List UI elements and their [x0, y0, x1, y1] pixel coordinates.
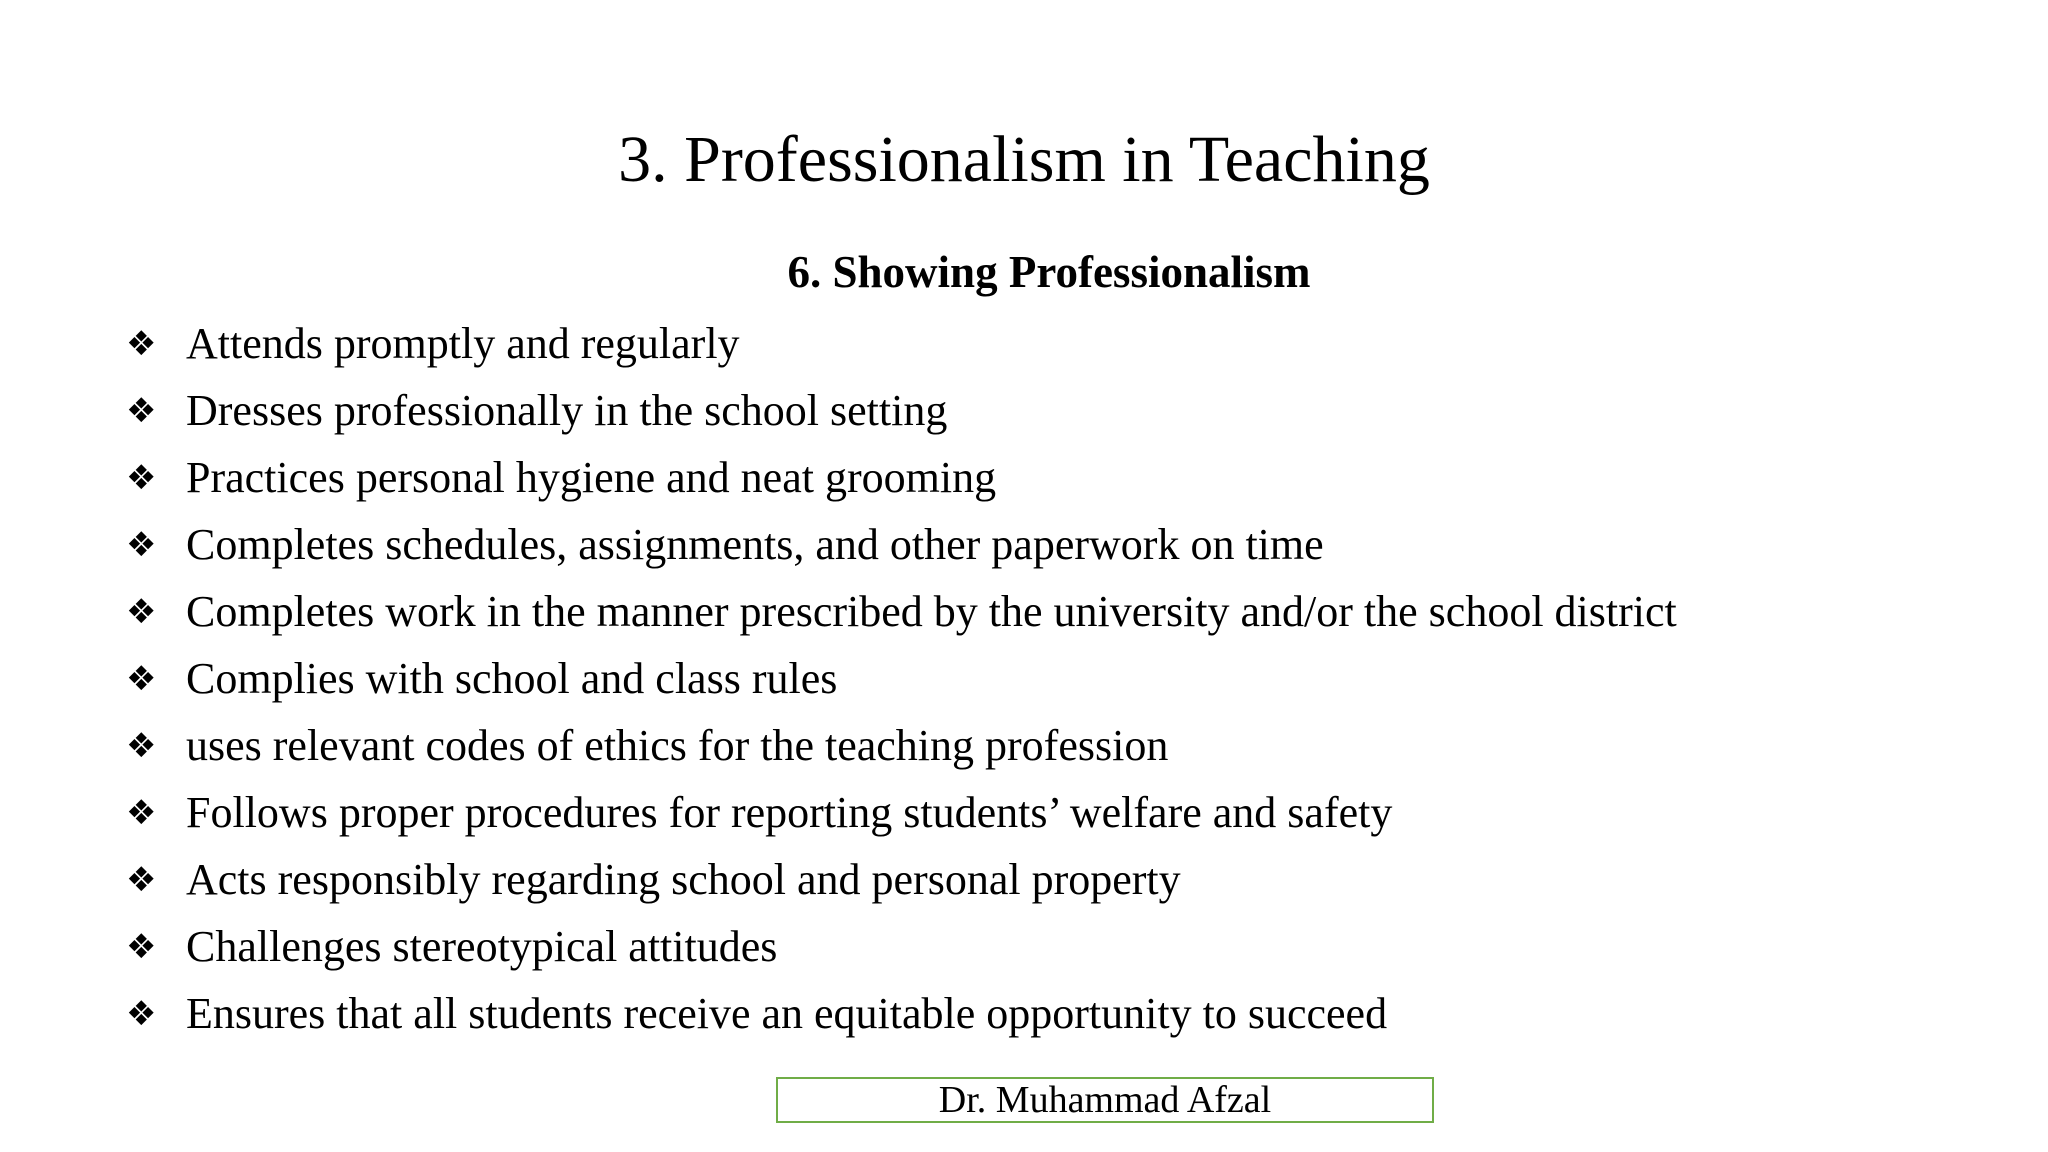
- slide-title: 3. Professionalism in Teaching: [618, 123, 1430, 196]
- list-item: [126, 444, 1677, 511]
- author-footer: Dr. Muhammad Afzal: [776, 1077, 1434, 1123]
- slide-subtitle: 6. Showing Professionalism: [787, 247, 1311, 297]
- list-item: [126, 511, 1677, 578]
- list-item: [126, 310, 1677, 377]
- bullet-text: Acts responsibly regarding school and personal property: [186, 855, 1181, 904]
- list-item: [126, 377, 1677, 444]
- list-item: [126, 779, 1677, 846]
- bullet-text: Completes work in the manner prescribed by the university and/or the school district: [186, 587, 1677, 636]
- four-diamond-icon: ❖: [126, 993, 157, 1034]
- four-diamond-icon: ❖: [126, 725, 157, 766]
- bullet-text: Attends promptly and regularly: [186, 319, 740, 368]
- bullet-text: Dresses professionally in the school setting: [186, 386, 948, 435]
- list-item: [126, 913, 1677, 980]
- four-diamond-icon: ❖: [126, 591, 157, 632]
- bullet-text: Challenges stereotypical attitudes: [186, 922, 778, 971]
- four-diamond-icon: ❖: [126, 323, 157, 364]
- bullet-text: Practices personal hygiene and neat grooming: [186, 453, 997, 502]
- four-diamond-icon: ❖: [126, 457, 157, 498]
- four-diamond-icon: ❖: [126, 524, 157, 565]
- list-item: [126, 645, 1677, 712]
- four-diamond-icon: ❖: [126, 926, 157, 967]
- bullet-text: Follows proper procedures for reporting students’ welfare and safety: [186, 788, 1393, 837]
- four-diamond-icon: ❖: [126, 792, 157, 833]
- bullet-text: Completes schedules, assignments, and other paperwork on time: [186, 520, 1324, 569]
- four-diamond-icon: ❖: [126, 859, 157, 900]
- bullet-text: Complies with school and class rules: [186, 654, 838, 703]
- bullet-text: uses relevant codes of ethics for the teaching profession: [186, 721, 1169, 770]
- list-item: [126, 980, 1677, 1047]
- list-item: [126, 578, 1677, 645]
- list-item: [126, 846, 1677, 913]
- four-diamond-icon: ❖: [126, 658, 157, 699]
- bullet-list: [126, 310, 1677, 1047]
- four-diamond-icon: ❖: [126, 390, 157, 431]
- list-item: [126, 712, 1677, 779]
- bullet-text: Ensures that all students receive an equitable opportunity to succeed: [186, 989, 1388, 1038]
